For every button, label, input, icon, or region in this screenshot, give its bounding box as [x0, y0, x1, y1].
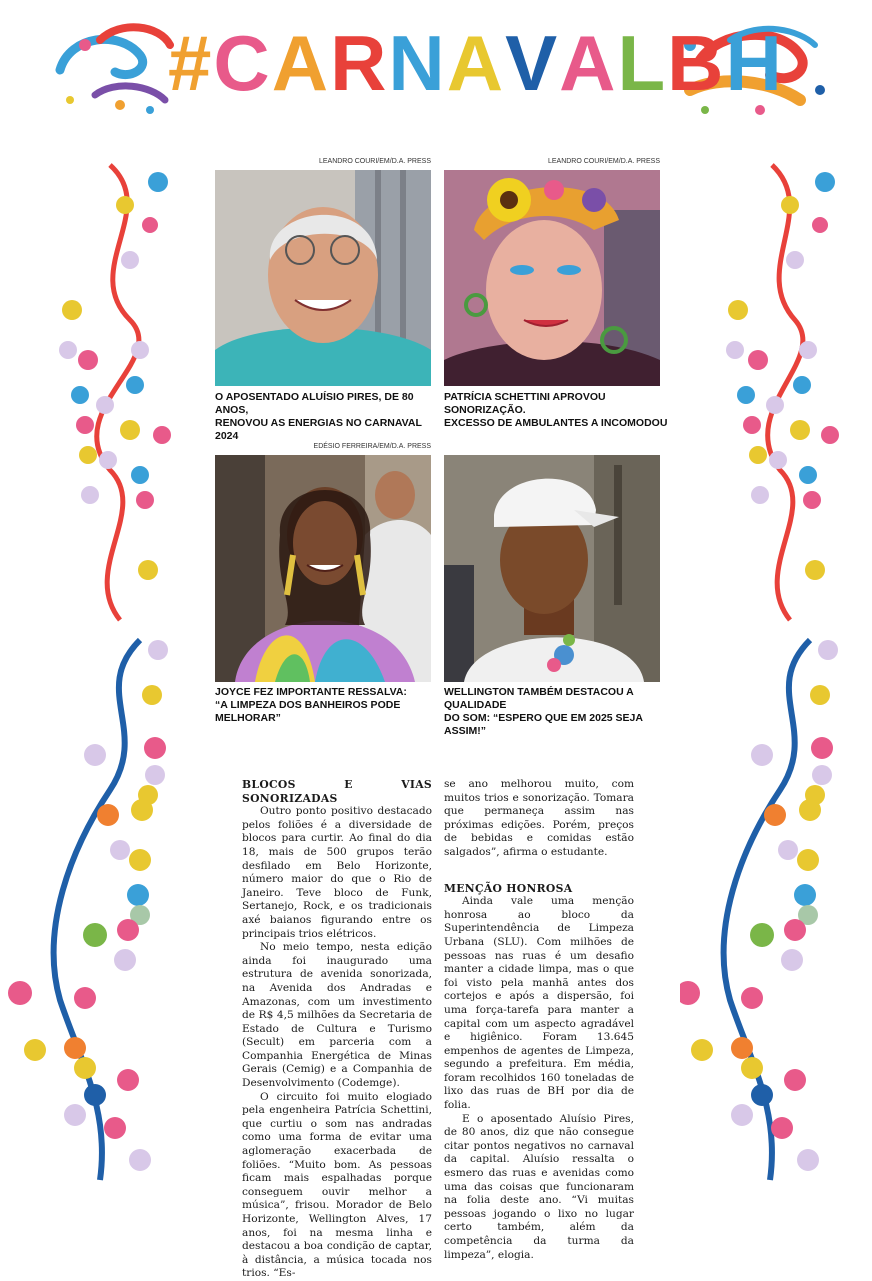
- banner-letter: A: [271, 19, 331, 107]
- photo-caption: [215, 686, 445, 725]
- photo-wellington: [444, 455, 660, 682]
- article-paragraph: O circuito foi muito elogiado pela engenheira Patrícia Schettini, que curtiu o som nas andradas como uma forma de evitar uma aglomeração exacerbada de foliões. “Muito bom. As pessoas ficam mais espalhadas porque conseguem ouvir melhor a música”, frisou. Morador de Belo Horizonte, Wellington Alves, 17 anos, foi na mesma linha e destacou a boa condição de captar, à distância, a música tocada nos trios. “Es-: [242, 1090, 432, 1280]
- banner-letter: V: [505, 19, 560, 107]
- banner-letter: #: [168, 19, 214, 107]
- photo-credit: EDÉSIO FERREIRA/EM/D.A. PRESS: [313, 443, 431, 450]
- article-paragraph: Outro ponto positivo destacado pelos foliões é a diversidade de blocos para curtir. Ao final do dia 18, mais de 500 grupos terão desfilado em Belo Horizonte, número maior do que o Rio de Janeiro. Teve bloco de Funk, Sertanejo, Rock, e os tradicionais axé baianos figurando entre os principais trios elétricos.: [242, 805, 432, 940]
- portrait-image: [444, 455, 660, 682]
- portrait-image: [215, 170, 431, 386]
- banner-letter: A: [559, 19, 618, 107]
- photo-patricia: [444, 170, 660, 386]
- article-paragraph: No meio tempo, nesta edição ainda foi inaugurado uma estrutura de avenida sonorizada, na Avenida dos Andradas e Amazonas, com um investimento de R$ 4,5 milhões da Secretaria de Estado de Cultura e Turismo (Secult) em parceria com a Companhia Energética de Minas Gerais (Cemig) e a Companhia de Desenvolvimento (Codemge).: [242, 941, 432, 1090]
- caption-line: WELLINGTON TAMBÉM DESTACOU A QUALIDADE: [444, 686, 634, 711]
- article-paragraph: E o aposentado Aluísio Pires, de 80 anos, diz que não consegue citar pontos negativos no carnaval da capital. Aluísio ressalta o esmero das ruas e avenidas como uma das coisas que funcionaram na folia deste ano. “Vi muitas pessoas jogando o lixo no lugar certo também, além da competência da turma da limpeza”, elogia.: [444, 1112, 634, 1261]
- caption-line: “A LIMPEZA DOS BANHEIROS PODE MELHORAR”: [215, 699, 401, 724]
- photo-aluisio: [215, 170, 431, 386]
- article-column-2: [444, 778, 634, 1262]
- section-heading: MENÇÃO HONROSA: [444, 881, 573, 895]
- confetti-streamer-left: [0, 150, 190, 1190]
- article-column-1: [242, 778, 432, 1281]
- portrait-image: [215, 455, 431, 682]
- portrait-image: [444, 170, 660, 386]
- confetti-streamer-right: [680, 150, 870, 1190]
- banner-letter: A: [446, 19, 506, 107]
- photo-caption: [444, 391, 674, 430]
- photo-caption: [215, 391, 445, 443]
- photo-joyce: [215, 455, 431, 682]
- banner-letter: N: [388, 19, 447, 107]
- caption-line: O APOSENTADO ALUÍSIO PIRES, DE 80 ANOS,: [215, 391, 414, 416]
- confetti-right: [680, 150, 870, 1190]
- confetti-left: [0, 150, 190, 1190]
- banner-letter: C: [213, 19, 272, 107]
- photo-caption: [444, 686, 674, 738]
- caption-line: EXCESSO DE AMBULANTES A INCOMODOU: [444, 417, 668, 429]
- section-heading: BLOCOS E VIAS SONORIZADAS: [242, 778, 432, 805]
- article-paragraph: Ainda vale uma menção honrosa ao bloco da Superintendência de Limpeza Urbana (SLU). Com milhões de pessoas nas ruas é um desafio manter a cidade limpa, mas o que foi visto pela manhã antes dos cortejos e após a dispersão, foi uma força-tarefa para manter a capital com um aspecto agradável e higiênico. Foram 13.645 empenhos de agentes de Limpeza, segundo a prefeitura. Em média, foram recolhidos 160 toneladas de lixo das ruas de BH por dia de folia.: [444, 895, 634, 1112]
- photo-credit: LEANDRO COURI/EM/D.A. PRESS: [547, 158, 660, 165]
- caption-line: PATRÍCIA SCHETTINI APROVOU SONORIZAÇÃO.: [444, 391, 606, 416]
- caption-line: RENOVOU AS ENERGIAS NO CARNAVAL 2024: [215, 417, 422, 442]
- banner-letter: L: [617, 19, 668, 107]
- banner-letter: R: [330, 19, 389, 107]
- banner-letter: H: [725, 19, 784, 107]
- article-paragraph: se ano melhorou muito, com muitos trios e sonorização. Tomara que permaneça assim nas próximas edições. Porém, preços de bebidas e comidas estão salgados”, afirma o estudante.: [444, 778, 634, 858]
- banner-title: [168, 18, 784, 108]
- caption-line: JOYCE FEZ IMPORTANTE RESSALVA:: [215, 686, 407, 698]
- banner-letter: B: [667, 19, 726, 107]
- photo-credit: LEANDRO COURI/EM/D.A. PRESS: [318, 158, 431, 165]
- caption-line: DO SOM: “ESPERO QUE EM 2025 SEJA ASSIM!”: [444, 712, 643, 737]
- header-banner: [0, 0, 872, 130]
